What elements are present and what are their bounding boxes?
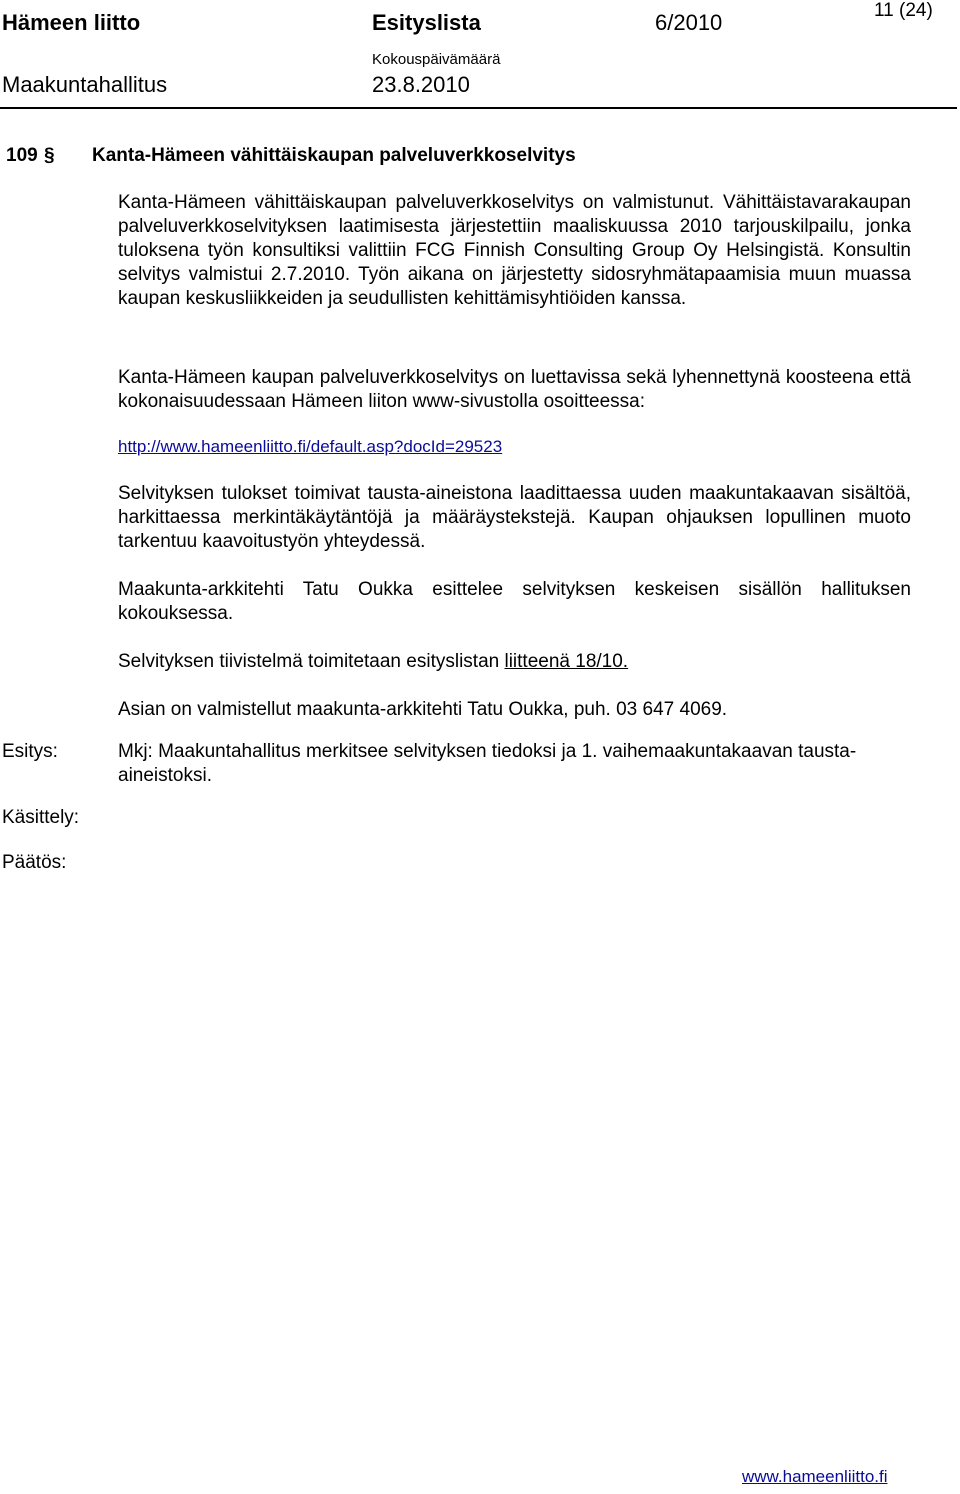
footer — [742, 1467, 888, 1487]
paragraph-3: Selvityksen tulokset toimivat tausta-aineistona laadittaessa uuden maakuntakaavan sisältöä, harkittaessa merkintäkäytäntöjä ja määräystekstejä. Kaupan ohjauksen lopullinen muoto tarkentuu kaavoitustyön yhteydessä. — [118, 483, 911, 552]
doc-number: 6/2010 — [655, 10, 723, 35]
doc-type: Esityslista — [372, 10, 481, 35]
body-name: Maakuntahallitus — [2, 72, 168, 97]
attachment-reference: liitteenä 18/10. — [504, 651, 629, 672]
paatos-label: Päätös: — [2, 852, 67, 873]
esitys-text: Mkj: Maakuntahallitus merkitsee selvityksen tiedoksi ja 1. vaihemaakuntakaavan tausta-aineistoksi. — [118, 741, 857, 786]
esitys-block — [118, 740, 911, 788]
paragraph-2: Kanta-Hämeen kaupan palveluverkkoselvitys on luettavissa sekä lyhennettynä koosteena että kokonaisuudessaan Hämeen liiton www-sivustolla osoitteessa: — [118, 367, 911, 412]
paragraph-2-block — [118, 366, 911, 414]
header-rule — [0, 107, 957, 109]
paragraph-1: Kanta-Hämeen vähittäiskaupan palveluverkkoselvitys on valmistunut. Vähittäistavarakaupan palveluverkkoselvityksen laatimisesta järjestettiin maaliskuussa 2010 tarjouskilpailu, jonka tuloksena työn konsultiksi valittiin FCG Finnish Consulting Group Oy Helsingistä. Konsultin selvitys valmistui 2.7.2010. Työn aikana on järjestetty sidosryhmätapaamisia muun muassa kaupan keskusliikkeiden ja seudullisten kehittämisyhtiöiden kanssa. — [118, 192, 911, 309]
document-link-row — [118, 437, 502, 457]
paragraph-5 — [118, 650, 628, 674]
section-number: 109 — [6, 145, 38, 166]
footer-website-link[interactable]: www.hameenliitto.fi — [742, 1467, 888, 1486]
paragraph-4-block — [118, 578, 911, 626]
date-label: Kokouspäivämäärä — [372, 51, 501, 68]
paragraph-4: Maakunta-arkkitehti Tatu Oukka esittelee selvityksen keskeisen sisällön hallituksen kokouksessa. — [118, 579, 911, 624]
kasittely-label: Käsittely: — [2, 807, 80, 828]
document-link[interactable]: http://www.hameenliitto.fi/default.asp?docId=29523 — [118, 437, 503, 456]
meeting-date: 23.8.2010 — [372, 72, 470, 97]
paragraph-5-text: Selvityksen tiivistelmä toimitetaan esityslistan — [118, 651, 505, 672]
paragraph-6: Asian on valmistellut maakunta-arkkitehti Tatu Oukka, puh. 03 647 4069. — [118, 699, 728, 720]
esitys-label: Esitys: — [2, 741, 58, 762]
section-title: Kanta-Hämeen vähittäiskaupan palveluverkkoselvitys — [92, 145, 576, 166]
paragraph-3-block — [118, 482, 911, 554]
section-symbol: § — [44, 145, 55, 166]
paragraph-1-block — [118, 191, 911, 311]
page-number: 11 (24) — [874, 0, 933, 21]
org-name: Hämeen liitto — [2, 10, 141, 35]
